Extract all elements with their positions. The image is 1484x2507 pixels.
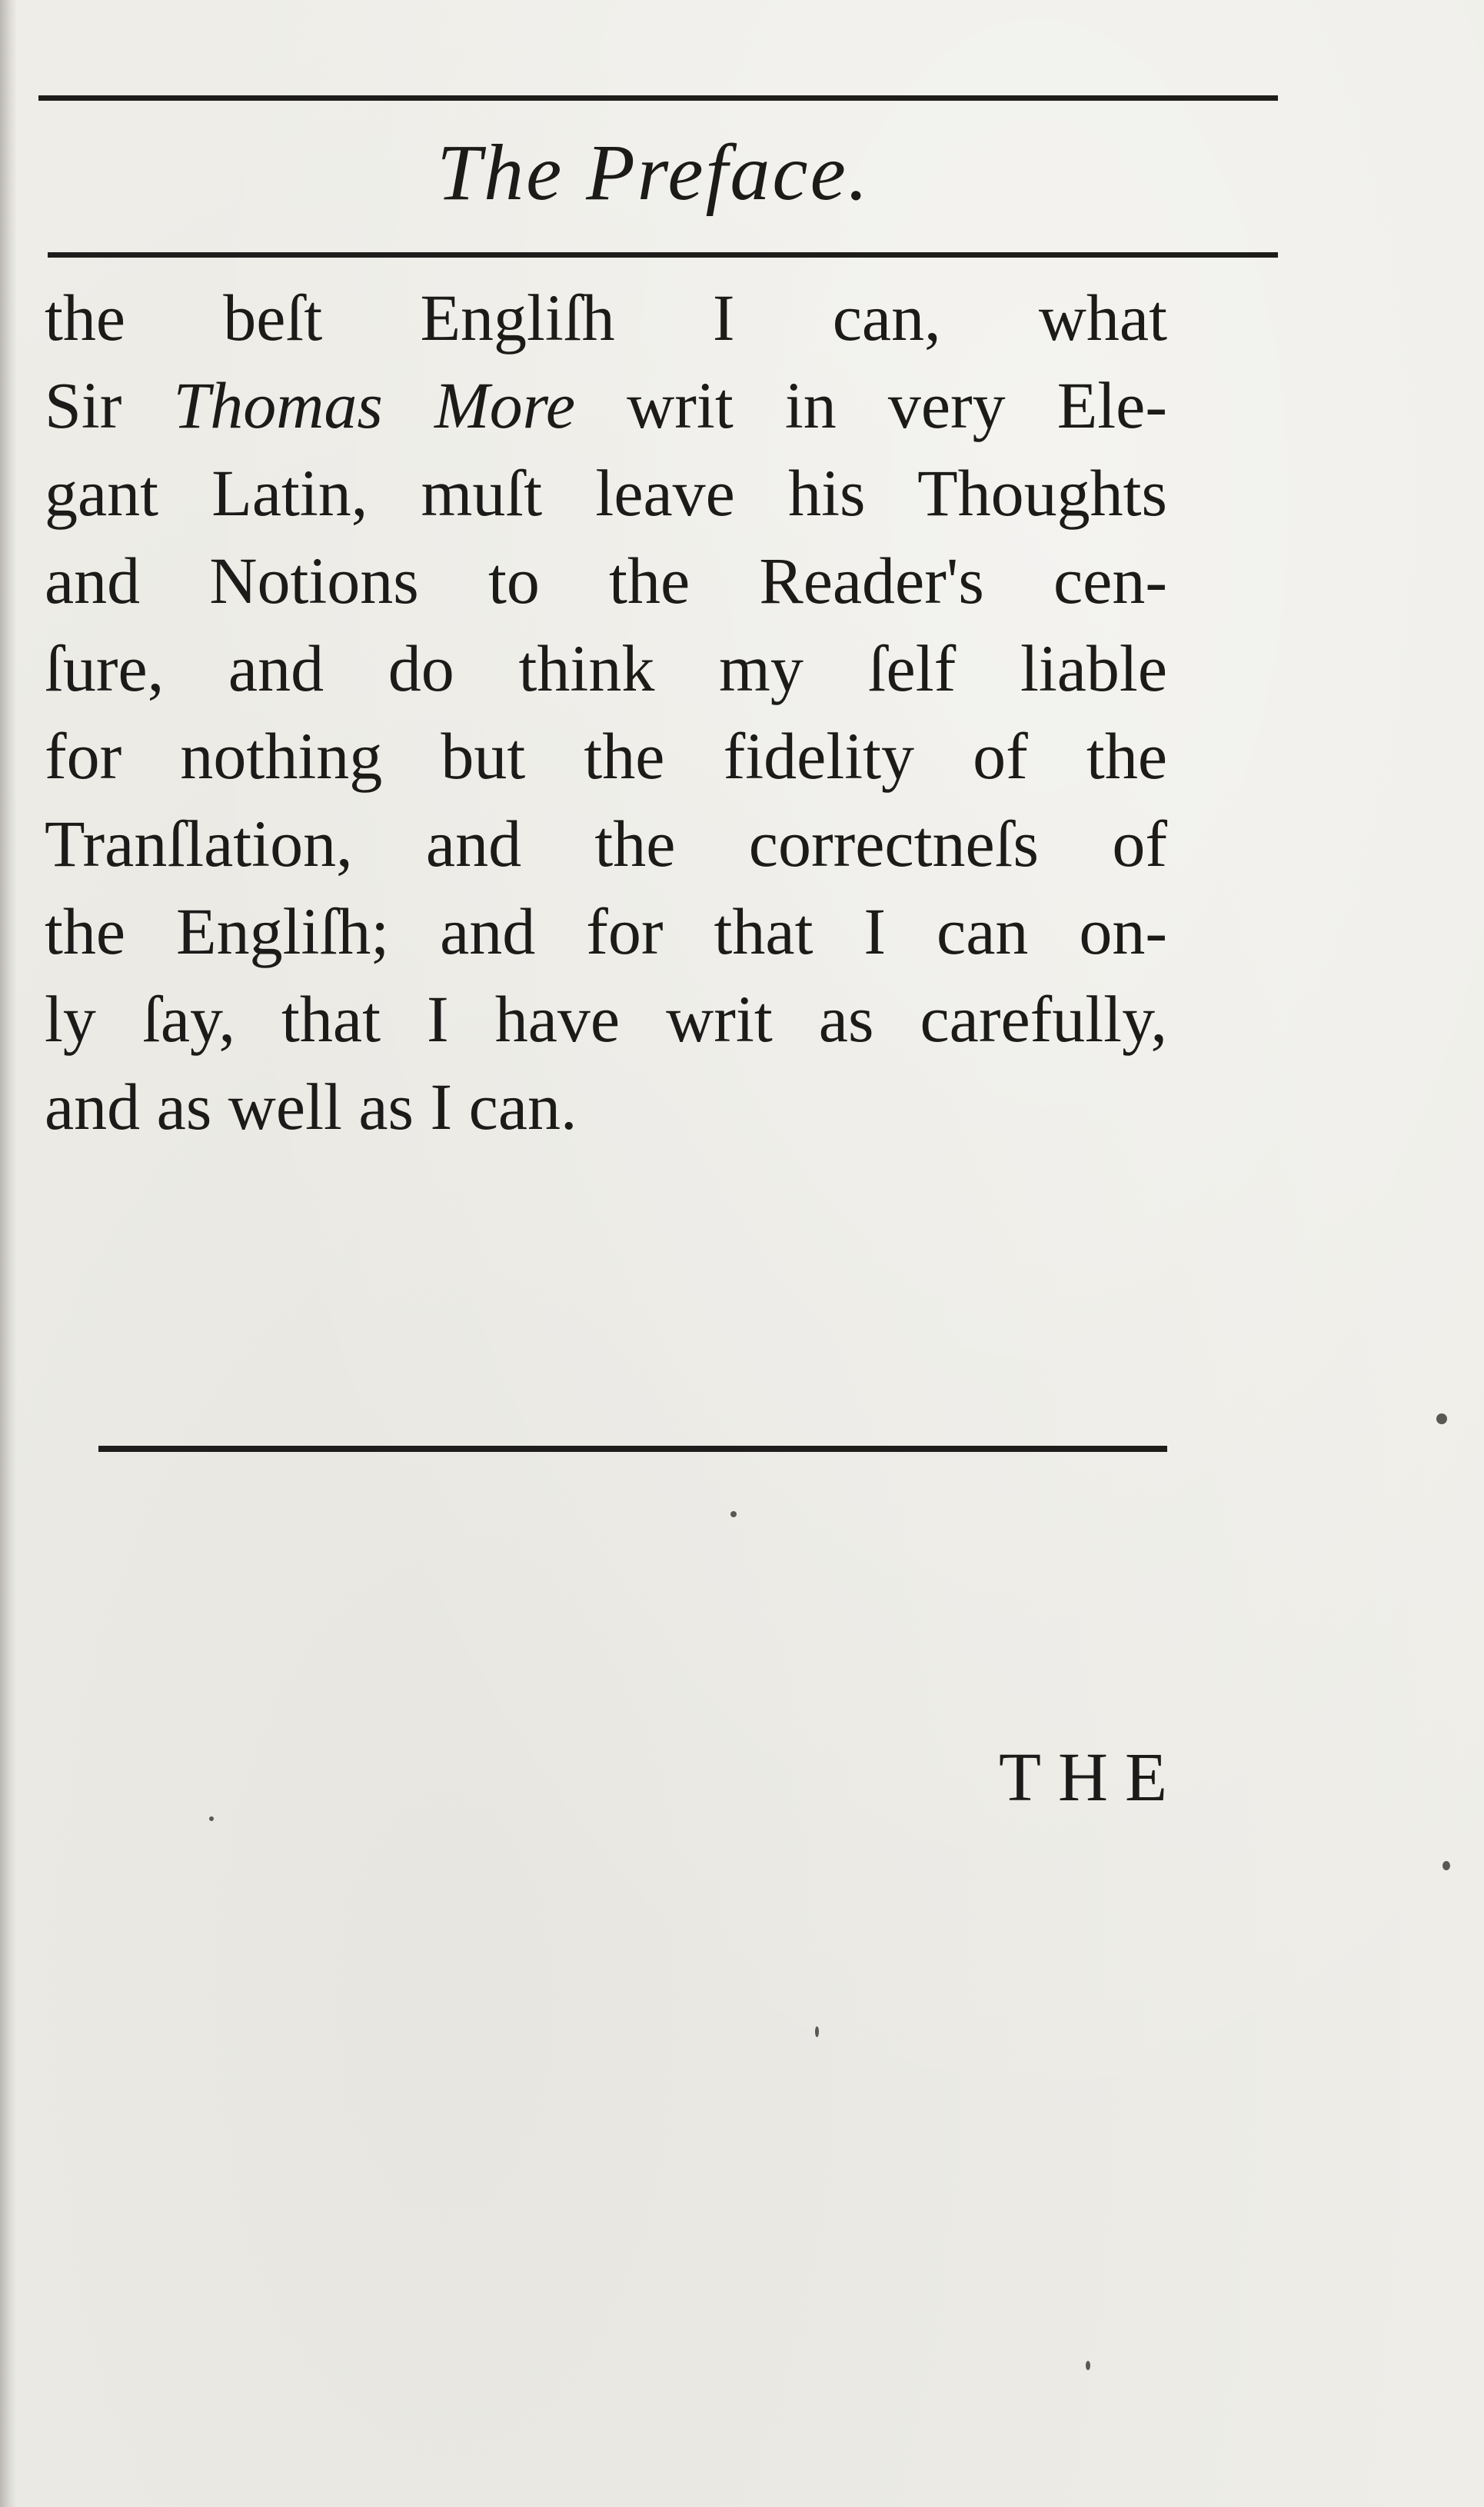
page-spine-shadow [0,0,17,2507]
text-line: the Engliſh; and for that I can on- [45,894,1167,968]
text-line: the beſt Engliſh I can, what [45,281,1167,355]
text-line: Tranſlation, and the correctneſs of [45,807,1167,881]
paper-speck [730,1511,737,1517]
running-head: The Preface. [437,128,870,217]
preface-text [45,274,1167,1150]
catchword: THE [999,1740,1184,1816]
text-line [45,361,1167,449]
text-line: and Notions to the Reader's cen- [45,544,1167,618]
text-line: ly ſay, that I have writ as carefully, [45,982,1167,1056]
paper-speck [1086,2361,1090,2370]
paper-speck [209,1816,214,1821]
section-end-rule [98,1446,1167,1452]
text-fragment: writ in very Ele- [575,368,1167,442]
paper-speck [815,2026,819,2037]
paper-speck [1436,1413,1447,1424]
text-line: gant Latin, muſt leave his Thoughts [45,456,1167,530]
text-line: and as well as I can. [45,1070,577,1144]
paper-speck [1442,1861,1450,1870]
text-line: ſure, and do think my ſelf liable [45,631,1167,705]
header-rule [48,252,1278,258]
top-rule [38,95,1278,101]
text-line: for nothing but the fidelity of the [45,719,1167,793]
italic-name: Thomas More [173,368,576,442]
text-fragment: Sir [45,368,174,442]
